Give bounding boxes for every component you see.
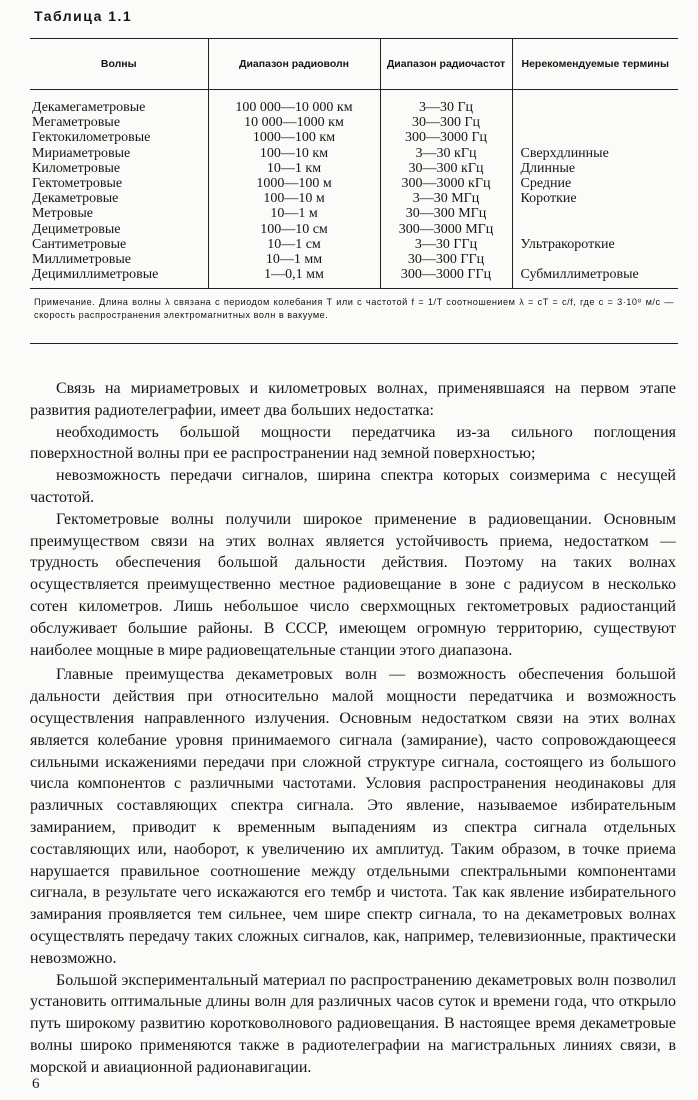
table-header-row bbox=[30, 39, 678, 90]
wave-range-cell: 10—1 см bbox=[208, 237, 380, 252]
paragraph: Главные преимущества декаметровых волн — возможность обеспечения большой дальности действия при относительно малой мощности передатчика и возможность осуществления направленного излучения. Основным недостатком связи на этих волнах является колебание уровня принимаемого сигнала (замирание), часто сопровождающееся сильными искажениями передачи при сложной структуре сигнала, состоящего из большого числа компонентов с различными частотами. Условия распространения неодинаковы для различных составляющих спектра сигнала. Это явление, называемое избирательным замиранием, приводит к временным выпадениям из спектра сигнала отдельных составляющих или, наоборот, к увеличению их амплитуд. Таким образом, в точке приема нарушается правильное соотношение между отдельными спектральными компонентами сигнала, в результате чего искажаются его тембр и чистота. Так как явление избирательного замирания проявляется тем сильнее, чем шире спектр сигнала, то на декаметровых волнах осуществлять передачу таких сложных сигналов, как, например, телевизионные, практически невозможно. bbox=[30, 666, 676, 967]
deprecated-term-cell: Длинные bbox=[512, 161, 678, 176]
deprecated-term-cell: Ультракороткие bbox=[512, 237, 678, 252]
wave-name-cell: Сантиметровые bbox=[32, 236, 127, 252]
header-freq-range: Диапазон радиочастот bbox=[380, 39, 512, 90]
wave-name-cell: Мегаметровые bbox=[32, 115, 121, 131]
table-row bbox=[30, 115, 678, 130]
deprecated-term-cell: Средние bbox=[512, 176, 678, 191]
body-text bbox=[30, 378, 676, 1079]
deprecated-term-cell: Короткие bbox=[512, 191, 678, 206]
table-caption: Таблица 1.1 bbox=[34, 8, 133, 24]
table-row bbox=[30, 146, 678, 161]
table-row bbox=[30, 191, 678, 206]
frequency-range-cell: 3—30 МГц bbox=[380, 191, 512, 206]
deprecated-term-cell bbox=[512, 115, 678, 130]
frequency-range-cell: 300—3000 Гц bbox=[380, 130, 512, 145]
frequency-range-cell: 300—3000 ГГц bbox=[380, 267, 512, 282]
wave-name-cell: Декаметровые bbox=[32, 191, 119, 207]
table-row bbox=[30, 100, 678, 115]
wave-name-cell: Мириаметровые bbox=[32, 145, 131, 161]
frequency-range-cell: 30—300 кГц bbox=[380, 161, 512, 176]
deprecated-term-cell bbox=[512, 206, 678, 221]
deprecated-term-cell bbox=[512, 252, 678, 267]
paragraph: Гектометровые волны получили широкое применение в радиовещании. Основным преимуществом связи на этих волнах является устойчивость приема, недостатком — трудность обеспечения большой дальности действия. Поэтому на таких волнах осуществляется преимущественно местное радиовещание в зоне с радиусом в несколько сотен километров. Лишь небольшое число сверхмощных гектометровых радиостанций обслуживает большие районы. В СССР, имеющем огромную территорию, существуют наиболее мощные в мире радиовещательные станции этого диапазона. bbox=[30, 510, 676, 659]
table-row bbox=[30, 252, 678, 267]
wave-range-cell: 10—1 км bbox=[208, 161, 380, 176]
frequency-range-cell: 300—3000 кГц bbox=[380, 176, 512, 191]
wave-range-cell: 100—10 км bbox=[208, 146, 380, 161]
wave-range-cell: 1—0,1 мм bbox=[208, 267, 380, 282]
table-row bbox=[30, 206, 678, 221]
table-row bbox=[30, 237, 678, 252]
deprecated-term-cell: Сверхдлинные bbox=[512, 146, 678, 161]
wave-range-cell: 10—1 м bbox=[208, 206, 380, 221]
deprecated-term-cell: Субмиллиметровые bbox=[512, 267, 678, 282]
deprecated-term-cell bbox=[512, 222, 678, 237]
page-number: 6 bbox=[32, 1076, 40, 1092]
frequency-range-cell: 30—300 МГц bbox=[380, 206, 512, 221]
wave-range-cell: 10—1 мм bbox=[208, 252, 380, 267]
frequency-range-cell: 300—3000 МГц bbox=[380, 222, 512, 237]
wave-range-cell: 1000—100 км bbox=[208, 130, 380, 145]
paragraph: невозможность передачи сигналов, ширина спектра которых соизмерима с несущей частотой. bbox=[30, 467, 676, 506]
paragraph: Связь на мириаметровых и километровых волнах, применявшаяся на первом этапе развития радиотелеграфии, имеет два больших недостатка: bbox=[30, 380, 676, 419]
table-row bbox=[30, 267, 678, 282]
frequency-range-cell: 30—300 Гц bbox=[380, 115, 512, 130]
header-wave-range: Диапазон радиоволн bbox=[208, 39, 380, 90]
frequency-range-cell: 3—30 кГц bbox=[380, 146, 512, 161]
wave-name-cell: Декамегаметровые bbox=[32, 100, 146, 115]
wave-name-cell: Километровые bbox=[32, 160, 121, 176]
wave-name-cell: Миллиметровые bbox=[32, 252, 131, 268]
paragraph: необходимость большой мощности передатчика из-за сильного поглощения поверхностной волны при ее распространении над земной поверхностью; bbox=[30, 423, 676, 463]
wave-name-cell: Гектометровые bbox=[32, 176, 123, 192]
note-divider bbox=[30, 343, 678, 344]
table-row bbox=[30, 222, 678, 237]
header-deprecated-terms: Нерекомендуемые термины bbox=[512, 39, 678, 90]
frequency-range-cell: 3—30 ГГц bbox=[380, 237, 512, 252]
wave-name-cell: Децимиллиметровые bbox=[32, 267, 159, 283]
wave-name-cell: Дециметровые bbox=[32, 221, 121, 237]
wave-range-cell: 100 000—10 000 км bbox=[208, 100, 380, 115]
paragraph: Большой экспериментальный материал по распространению декаметровых волн позволил установить оптимальные длины волн для различных часов суток и времени года, что открыло путь широкому развитию коротковолнового радиовещания. В настоящее время декаметровые волны широко применяются также в радиотелеграфии на магистральных линиях связи, в морской и авиационной радионавигации. bbox=[30, 971, 676, 1076]
table-row bbox=[30, 161, 678, 176]
frequency-range-cell: 30—300 ГГц bbox=[380, 252, 512, 267]
wave-name-cell: Гектокилометровые bbox=[32, 130, 151, 146]
wave-range-cell: 1000—100 м bbox=[208, 176, 380, 191]
wave-bands-table bbox=[30, 38, 678, 289]
table-note: Примечание. Длина волны λ связана с периодом колебания T или с частотой f = 1/T соотношением λ = cT = c/f, где c = 3·10⁸ м/с — скорость распространения электромагнитных волн в вакууме. bbox=[34, 297, 674, 320]
table-row bbox=[30, 130, 678, 145]
wave-range-cell: 100—10 м bbox=[208, 191, 380, 206]
frequency-range-cell: 3—30 Гц bbox=[380, 100, 512, 115]
deprecated-term-cell bbox=[512, 130, 678, 145]
header-waves: Волны bbox=[30, 39, 208, 90]
wave-range-cell: 100—10 см bbox=[208, 222, 380, 237]
deprecated-term-cell bbox=[512, 100, 678, 115]
table-row bbox=[30, 176, 678, 191]
wave-name-cell: Метровые bbox=[32, 206, 93, 222]
wave-range-cell: 10 000—1000 км bbox=[208, 115, 380, 130]
